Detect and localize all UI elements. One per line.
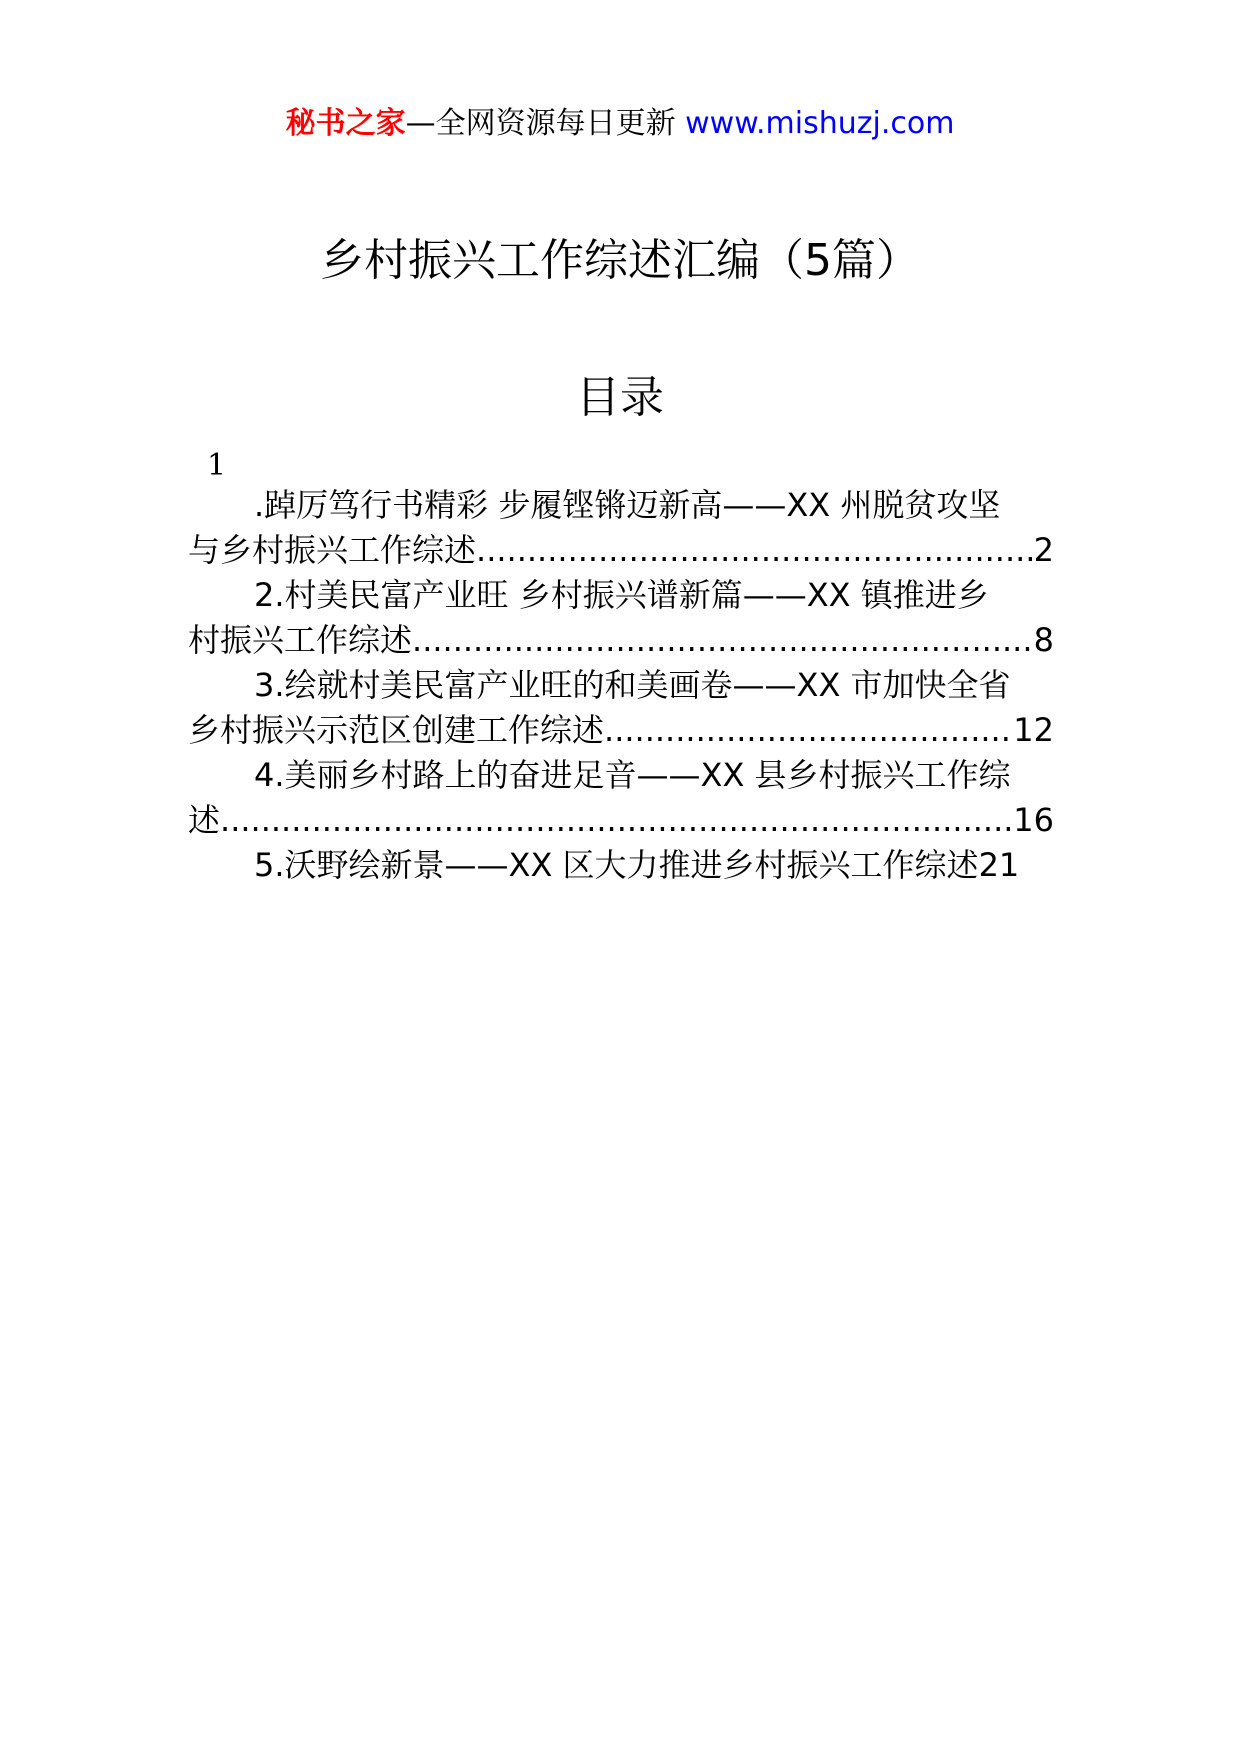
toc-page-number: 16 (1013, 801, 1054, 839)
header-tagline: —全网资源每日更新 (405, 106, 686, 141)
header-url-link[interactable]: www.mishuzj.com (685, 106, 955, 141)
toc-entry-title-line: .踔厉笃行书精彩 步履铿锵迈新高——XX 州脱贫攻坚 (254, 486, 1001, 524)
toc-entry-continuation (188, 618, 1054, 663)
toc-entry-continuation (188, 798, 1054, 843)
table-of-contents (188, 483, 1054, 888)
toc-entry-2[interactable] (188, 573, 1054, 663)
toc-entry-title-line: 4.美丽乡村路上的奋进足音——XX 县乡村振兴工作综 (254, 756, 1011, 794)
toc-entry-title-line: 3.绘就村美民富产业旺的和美画卷——XX 市加快全省 (254, 666, 1011, 704)
toc-entry-3[interactable] (188, 663, 1054, 753)
toc-entry-continuation (188, 708, 1054, 753)
toc-entry-1[interactable] (188, 483, 1054, 573)
toc-entry-title-rest: 村振兴工作综述 (188, 621, 413, 659)
toc-entry-title-rest: 乡村振兴示范区创建工作综述 (188, 711, 605, 749)
toc-leader-dots (604, 708, 1011, 753)
toc-page-number: 2 (1033, 531, 1054, 569)
toc-leader-dots (220, 798, 1011, 843)
toc-entry-title: 5.沃野绘新景——XX 区大力推进乡村振兴工作综述 (254, 846, 979, 884)
toc-page-number: 21 (978, 846, 1020, 884)
header-brand: 秘书之家 (285, 106, 406, 141)
toc-stray-number: 1 (207, 448, 227, 483)
toc-entry-5[interactable] (188, 843, 1054, 888)
toc-entry-title-line (188, 843, 1054, 888)
toc-entry-title-line: 2.村美民富产业旺 乡村振兴谱新篇——XX 镇推进乡 (254, 576, 989, 614)
toc-entry-title-rest: 与乡村振兴工作综述 (188, 531, 477, 569)
document-title: 乡村振兴工作综述汇编（5篇） (320, 235, 920, 286)
toc-heading: 目录 (576, 372, 664, 423)
toc-entry-4[interactable] (188, 753, 1054, 843)
toc-leader-dots (476, 528, 1032, 573)
site-header (0, 104, 1240, 144)
toc-entry-continuation (188, 528, 1054, 573)
toc-page-number: 12 (1013, 711, 1054, 749)
toc-leader-dots (412, 618, 1032, 663)
toc-entry-title-rest: 述 (188, 801, 221, 839)
toc-page-number: 8 (1033, 621, 1054, 659)
